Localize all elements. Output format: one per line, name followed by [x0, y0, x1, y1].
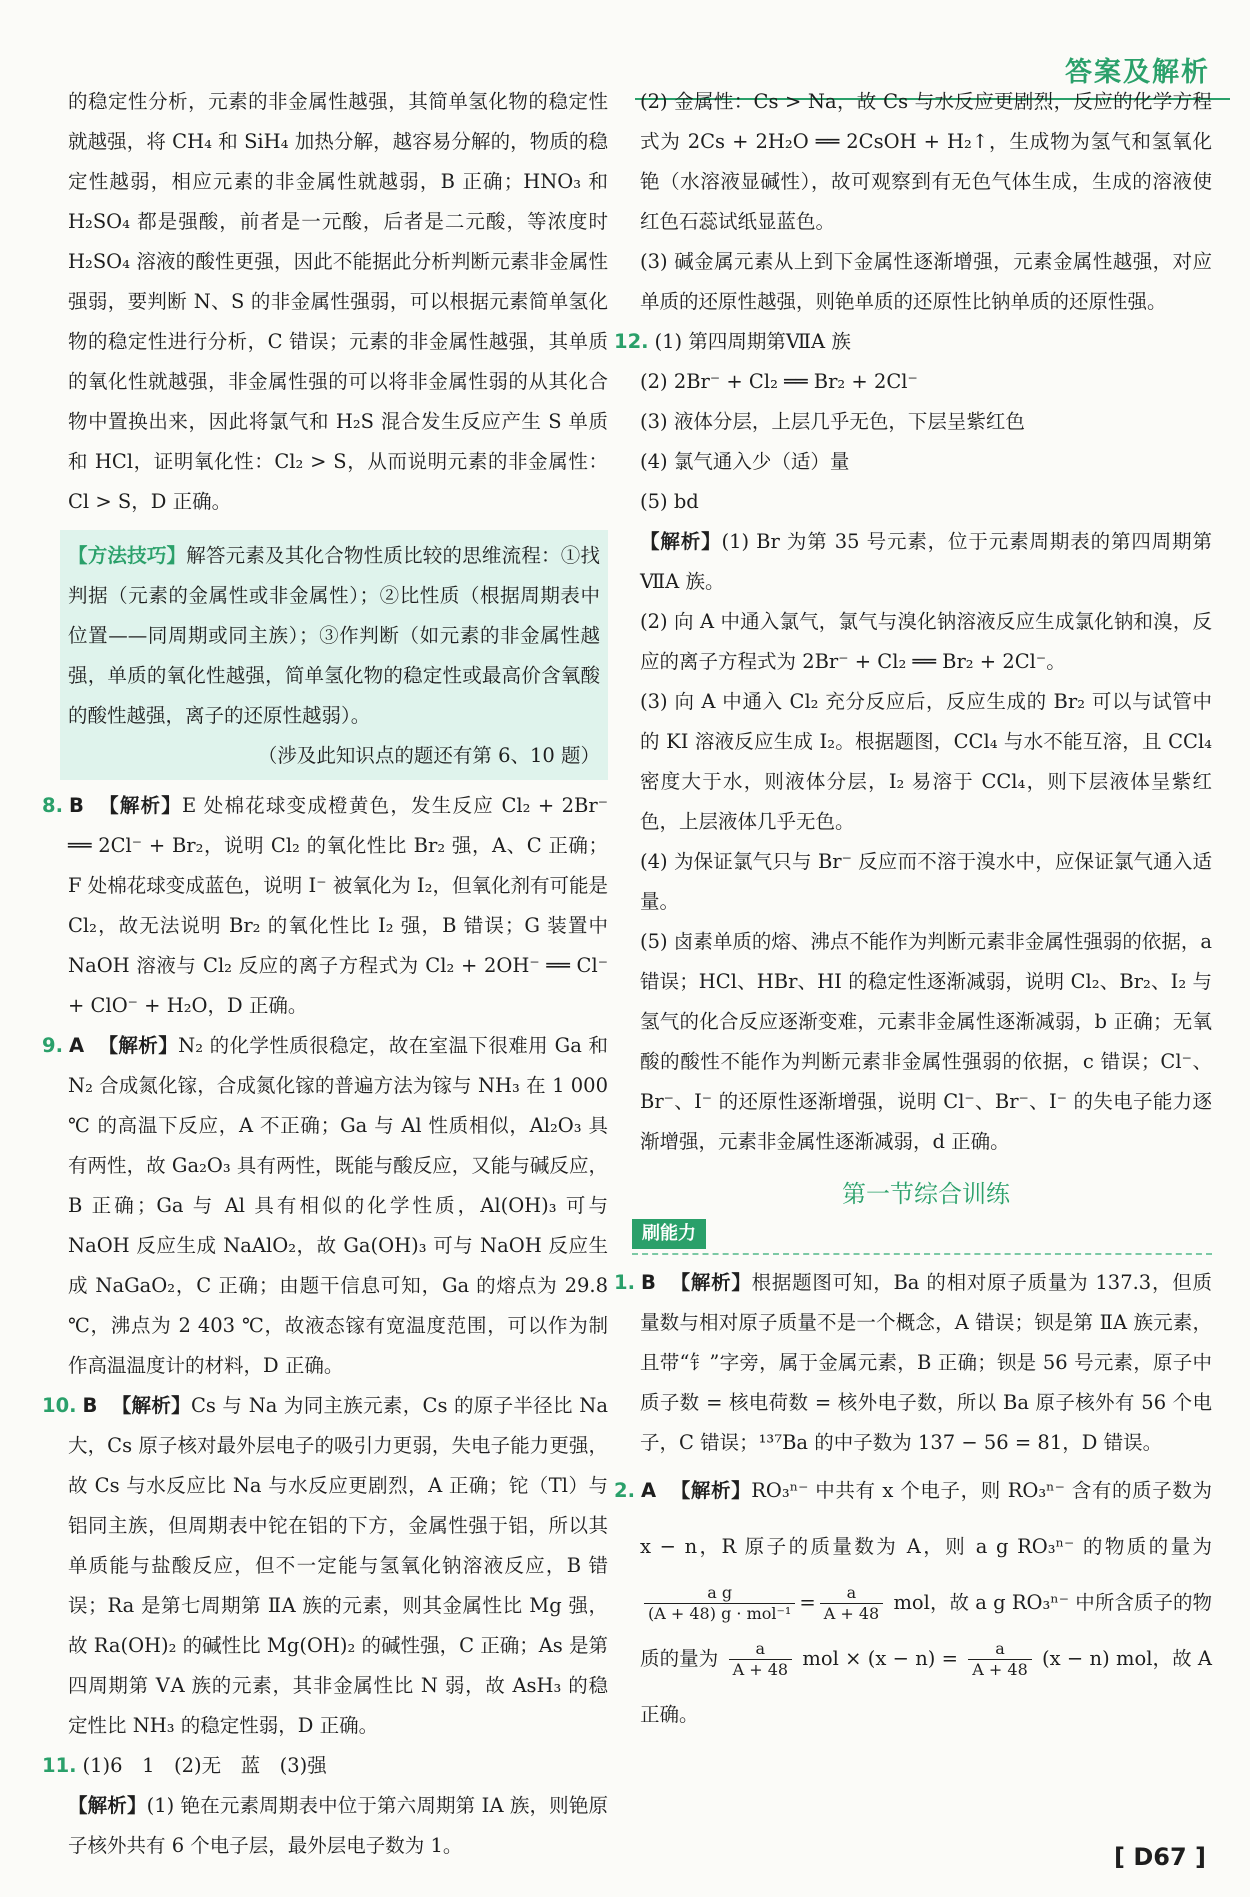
fraction-denominator: A + 48	[732, 1660, 789, 1679]
fraction-denominator: A + 48	[972, 1660, 1028, 1679]
question-number: 9.	[42, 1034, 63, 1057]
analysis-text: 根据题图可知，Ba 的相对原子质量为 137.3，但质量数与相对原子质量不是一个概念，A 错误；钡是第 ⅡA 族元素，且带“钅”字旁，属于金属元素，B 正确；钡是 56 号元素，原子中质子数 = 核电荷数 = 核外电子数，所以 Ba 原子核外有 56 个电子，C 错误；¹³⁷Ba 的中子数为 137 − 56 = 81，D 错误。	[640, 1271, 1212, 1454]
analysis-text: (1) 铯在元素周期表中位于第六周期第 ⅠA 族，则铯原子核外共有 6 个电子层，最外层电子数为 1。	[68, 1794, 608, 1857]
question-2	[614, 1463, 1213, 1743]
answer-letter: B	[82, 1394, 98, 1417]
question-number: 2.	[614, 1479, 635, 1502]
tip-source: （涉及此知识点的题还有第 6、10 题）	[257, 744, 600, 767]
fraction-numerator: a	[729, 1639, 793, 1660]
page-number-value: D67	[1133, 1843, 1187, 1871]
question-10	[42, 1386, 608, 1746]
fraction-numerator: a	[820, 1583, 884, 1604]
analysis-text: RO₃ⁿ⁻ 中共有 x 个电子，则 RO₃ⁿ⁻ 含有的质子数为 x − n，R 原子的质量数为 A，则 a g RO₃ⁿ⁻ 的物质的量为	[640, 1479, 1212, 1558]
question-number: 12.	[614, 330, 649, 353]
analysis-text: E 处棉花球变成橙黄色，发生反应 Cl₂ + 2Br⁻ ══ 2Cl⁻ + Br₂，说明 Cl₂ 的氧化性比 Br₂ 强，A、C 正确；F 处棉花球变成蓝色，说明 I⁻ 被氧化为 I₂，但氧化剂有可能是 Cl₂，故无法说明 Br₂ 的氧化性比 I₂ 强，B 错误；G 装置中 NaOH 溶液与 Cl₂ 反应的离子方程式为 Cl₂ + 2OH⁻ ══ Cl⁻ + ClO⁻ + H₂O，D 正确。	[68, 794, 608, 1017]
page-header-title: 答案及解析	[1065, 57, 1210, 88]
fraction-denominator: A + 48	[823, 1604, 880, 1623]
question-11-analysis	[68, 1786, 608, 1866]
fraction-numerator: a	[968, 1639, 1032, 1660]
fraction-numerator: a g	[644, 1583, 795, 1604]
intro-paragraph: 的稳定性分析，元素的非金属性越强，其简单氢化物的稳定性就越强，将 CH₄ 和 SiH₄ 加热分解，越容易分解的，物质的稳定性越弱，相应元素的非金属性就越弱，B 正确；HNO₃ 和 H₂SO₄ 都是强酸，前者是一元酸，后者是二元酸，等浓度时 H₂SO₄ 溶液的酸性更强，因此不能据此分析判断元素非金属性强弱，要判断 N、S 的非金属性强弱，可以根据元素简单氢化物的稳定性进行分析，C 错误；元素的非金属性越强，其单质的氧化性就越强，非金属性强的可以将非金属性弱的从其化合物中置换出来，因此将氯气和 H₂S 混合发生反应产生 S 单质和 HCl，证明氧化性：Cl₂ > S，从而说明元素的非金属性：Cl > S，D 正确。	[68, 90, 608, 513]
fraction	[820, 1583, 884, 1624]
answer-text: (1)6 1 (2)无 蓝 (3)强	[82, 1754, 327, 1777]
ability-badge: 刷能力	[632, 1219, 706, 1249]
question-12-answer-3: (3) 液体分层，上层几乎无色，下层呈紫红色	[640, 410, 1025, 433]
question-12-analysis-2: (2) 向 A 中通入氯气，氯气与溴化钠溶液反应生成氯化钠和溴，反应的离子方程式为 2Br⁻ + Cl₂ ══ Br₂ + 2Cl⁻。	[640, 610, 1212, 673]
question-number: 1.	[614, 1271, 635, 1294]
analysis-text: Cs 与 Na 为同主族元素，Cs 的原子半径比 Na 大，Cs 原子核对最外层电子的吸引力更弱，失电子能力更强，故 Cs 与水反应比 Na 与水反应更剧烈，A 正确；铊（Tl）与铝同主族，但周期表中铊在铝的下方，金属性强于铝，所以其单质能与盐酸反应，但不一定能与氢氧化钠溶液反应，B 错误；Ra 是第七周期第 ⅡA 族的元素，则其金属性比 Mg 强，故 Ra(OH)₂ 的碱性比 Mg(OH)₂ 的碱性强，C 正确；As 是第四周期第 ⅤA 族的元素，其非金属性比 N 弱，故 AsH₃ 的稳定性比 NH₃ 的稳定性弱，D 正确。	[68, 1394, 608, 1737]
answer-letter: B	[68, 794, 84, 817]
ability-badge-bar	[632, 1219, 1212, 1255]
question-11-analysis-3: (3) 碱金属元素从上到下金属性逐渐增强，元素金属性越强，对应单质的还原性越强，则铯单质的还原性比钠单质的还原性强。	[640, 250, 1212, 313]
question-12-answer-4: (4) 氯气通入少（适）量	[640, 450, 850, 473]
question-12-analysis-5: (5) 卤素单质的熔、沸点不能作为判断元素非金属性强弱的依据，a 错误；HCl、HBr、HI 的稳定性逐渐减弱，说明 Cl₂、Br₂、I₂ 与氢气的化合反应逐渐变难，元素非金属性逐渐减弱，b 正确；无氧酸的酸性不能作为判断元素非金属性强弱的依据，c 错误；Cl⁻、Br⁻、I⁻ 的还原性逐渐增强，说明 Cl⁻、Br⁻、I⁻ 的失电子能力逐渐增强，元素非金属性逐渐减弱，d 正确。	[640, 930, 1212, 1153]
page-number: [ D67 ]	[1114, 1843, 1206, 1871]
analysis-tag: 【解析】	[669, 1271, 752, 1294]
question-number: 10.	[42, 1394, 77, 1417]
question-number: 11.	[42, 1754, 77, 1777]
question-8	[42, 786, 608, 1026]
fraction	[729, 1639, 793, 1680]
analysis-text: N₂ 的化学性质很稳定，故在室温下很难用 Ga 和 N₂ 合成氮化镓，合成氮化镓的普遍方法为镓与 NH₃ 在 1 000 ℃ 的高温下反应，A 不正确；Ga 与 Al 性质相似，Al₂O₃ 具有两性，故 Ga₂O₃ 具有两性，既能与酸反应，又能与碱反应，B 正确；Ga 与 Al 具有相似的化学性质，Al(OH)₃ 可与 NaOH 反应生成 NaAlO₂，故 Ga(OH)₃ 可与 NaOH 反应生成 NaGaO₂，C 正确；由题干信息可知，Ga 的熔点为 29.8 ℃，沸点为 2 403 ℃，故液态镓有宽温度范围，可以作为制作高温温度计的材料，D 正确。	[68, 1034, 608, 1377]
analysis-tag: 【解析】	[670, 1479, 752, 1502]
question-12-analysis-3: (3) 向 A 中通入 Cl₂ 充分反应后，反应生成的 Br₂ 可以与试管中的 KI 溶液反应生成 I₂。根据题图，CCl₄ 与水不能互溶，且 CCl₄ 密度大于水，则液体分层，I₂ 易溶于 CCl₄，则下层液体呈紫红色，上层液体几乎无色。	[640, 690, 1212, 833]
analysis-text: (x − n) mol，故 A 正确。	[640, 1647, 1213, 1726]
method-tip-box	[60, 530, 608, 780]
left-column	[42, 82, 608, 1866]
answer-letter: B	[640, 1271, 656, 1294]
analysis-tag: 【解析】	[68, 1794, 147, 1817]
answer-letter: A	[640, 1479, 657, 1502]
analysis-tag: 【解析】	[97, 794, 183, 817]
question-12-answer-2: (2) 2Br⁻ + Cl₂ ══ Br₂ + 2Cl⁻	[640, 370, 918, 393]
question-12-answer-5: (5) bd	[640, 490, 699, 513]
question-number: 8.	[42, 794, 63, 817]
question-12-answer-1	[614, 322, 1212, 362]
fraction-denominator: (A + 48) g · mol⁻¹	[648, 1604, 792, 1623]
question-9	[42, 1026, 608, 1386]
tip-tag: 【方法技巧】	[68, 544, 187, 567]
analysis-tag: 【解析】	[640, 530, 722, 553]
fraction	[644, 1583, 795, 1624]
question-1	[614, 1263, 1212, 1463]
answer-text: (1) 第四周期第ⅦA 族	[654, 330, 851, 353]
tip-text: 解答元素及其化合物性质比较的思维流程：①找判据（元素的金属性或非金属性）；②比性质（根据周期表中位置——同周期或同主族）；③作判断（如元素的非金属性越强，单质的氧化性越强，简单氢化物的稳定性或最高价含氧酸的酸性越强，离子的还原性越弱）。	[68, 544, 600, 727]
analysis-text: mol × (x − n) =	[802, 1647, 958, 1670]
fraction	[968, 1639, 1032, 1680]
analysis-text: mol，故 a g RO₃ⁿ⁻ 中所含质子的物质的量为	[640, 1591, 1213, 1670]
question-11-answer	[42, 1746, 608, 1786]
question-11-analysis-2: (2) 金属性：Cs > Na，故 Cs 与水反应更剧烈，反应的化学方程式为 2Cs + 2H₂O ══ 2CsOH + H₂↑，生成物为氢气和氢氧化铯（水溶液显碱性），故可观察到有无色气体生成，生成的溶液使红色石蕊试纸显蓝色。	[640, 90, 1212, 233]
analysis-text: (1) Br 为第 35 号元素，位于元素周期表的第四周期第ⅦA 族。	[640, 530, 1212, 593]
section-title: 第一节综合训练	[842, 1180, 1010, 1208]
equals-sign: =	[799, 1591, 816, 1614]
question-12-analysis-1	[640, 522, 1212, 602]
right-column	[614, 82, 1213, 1743]
answer-letter: A	[68, 1034, 85, 1057]
analysis-tag: 【解析】	[98, 1034, 179, 1057]
analysis-tag: 【解析】	[111, 1394, 191, 1417]
question-12-analysis-4: (4) 为保证氯气只与 Br⁻ 反应而不溶于溴水中，应保证氯气通入适量。	[640, 850, 1212, 913]
